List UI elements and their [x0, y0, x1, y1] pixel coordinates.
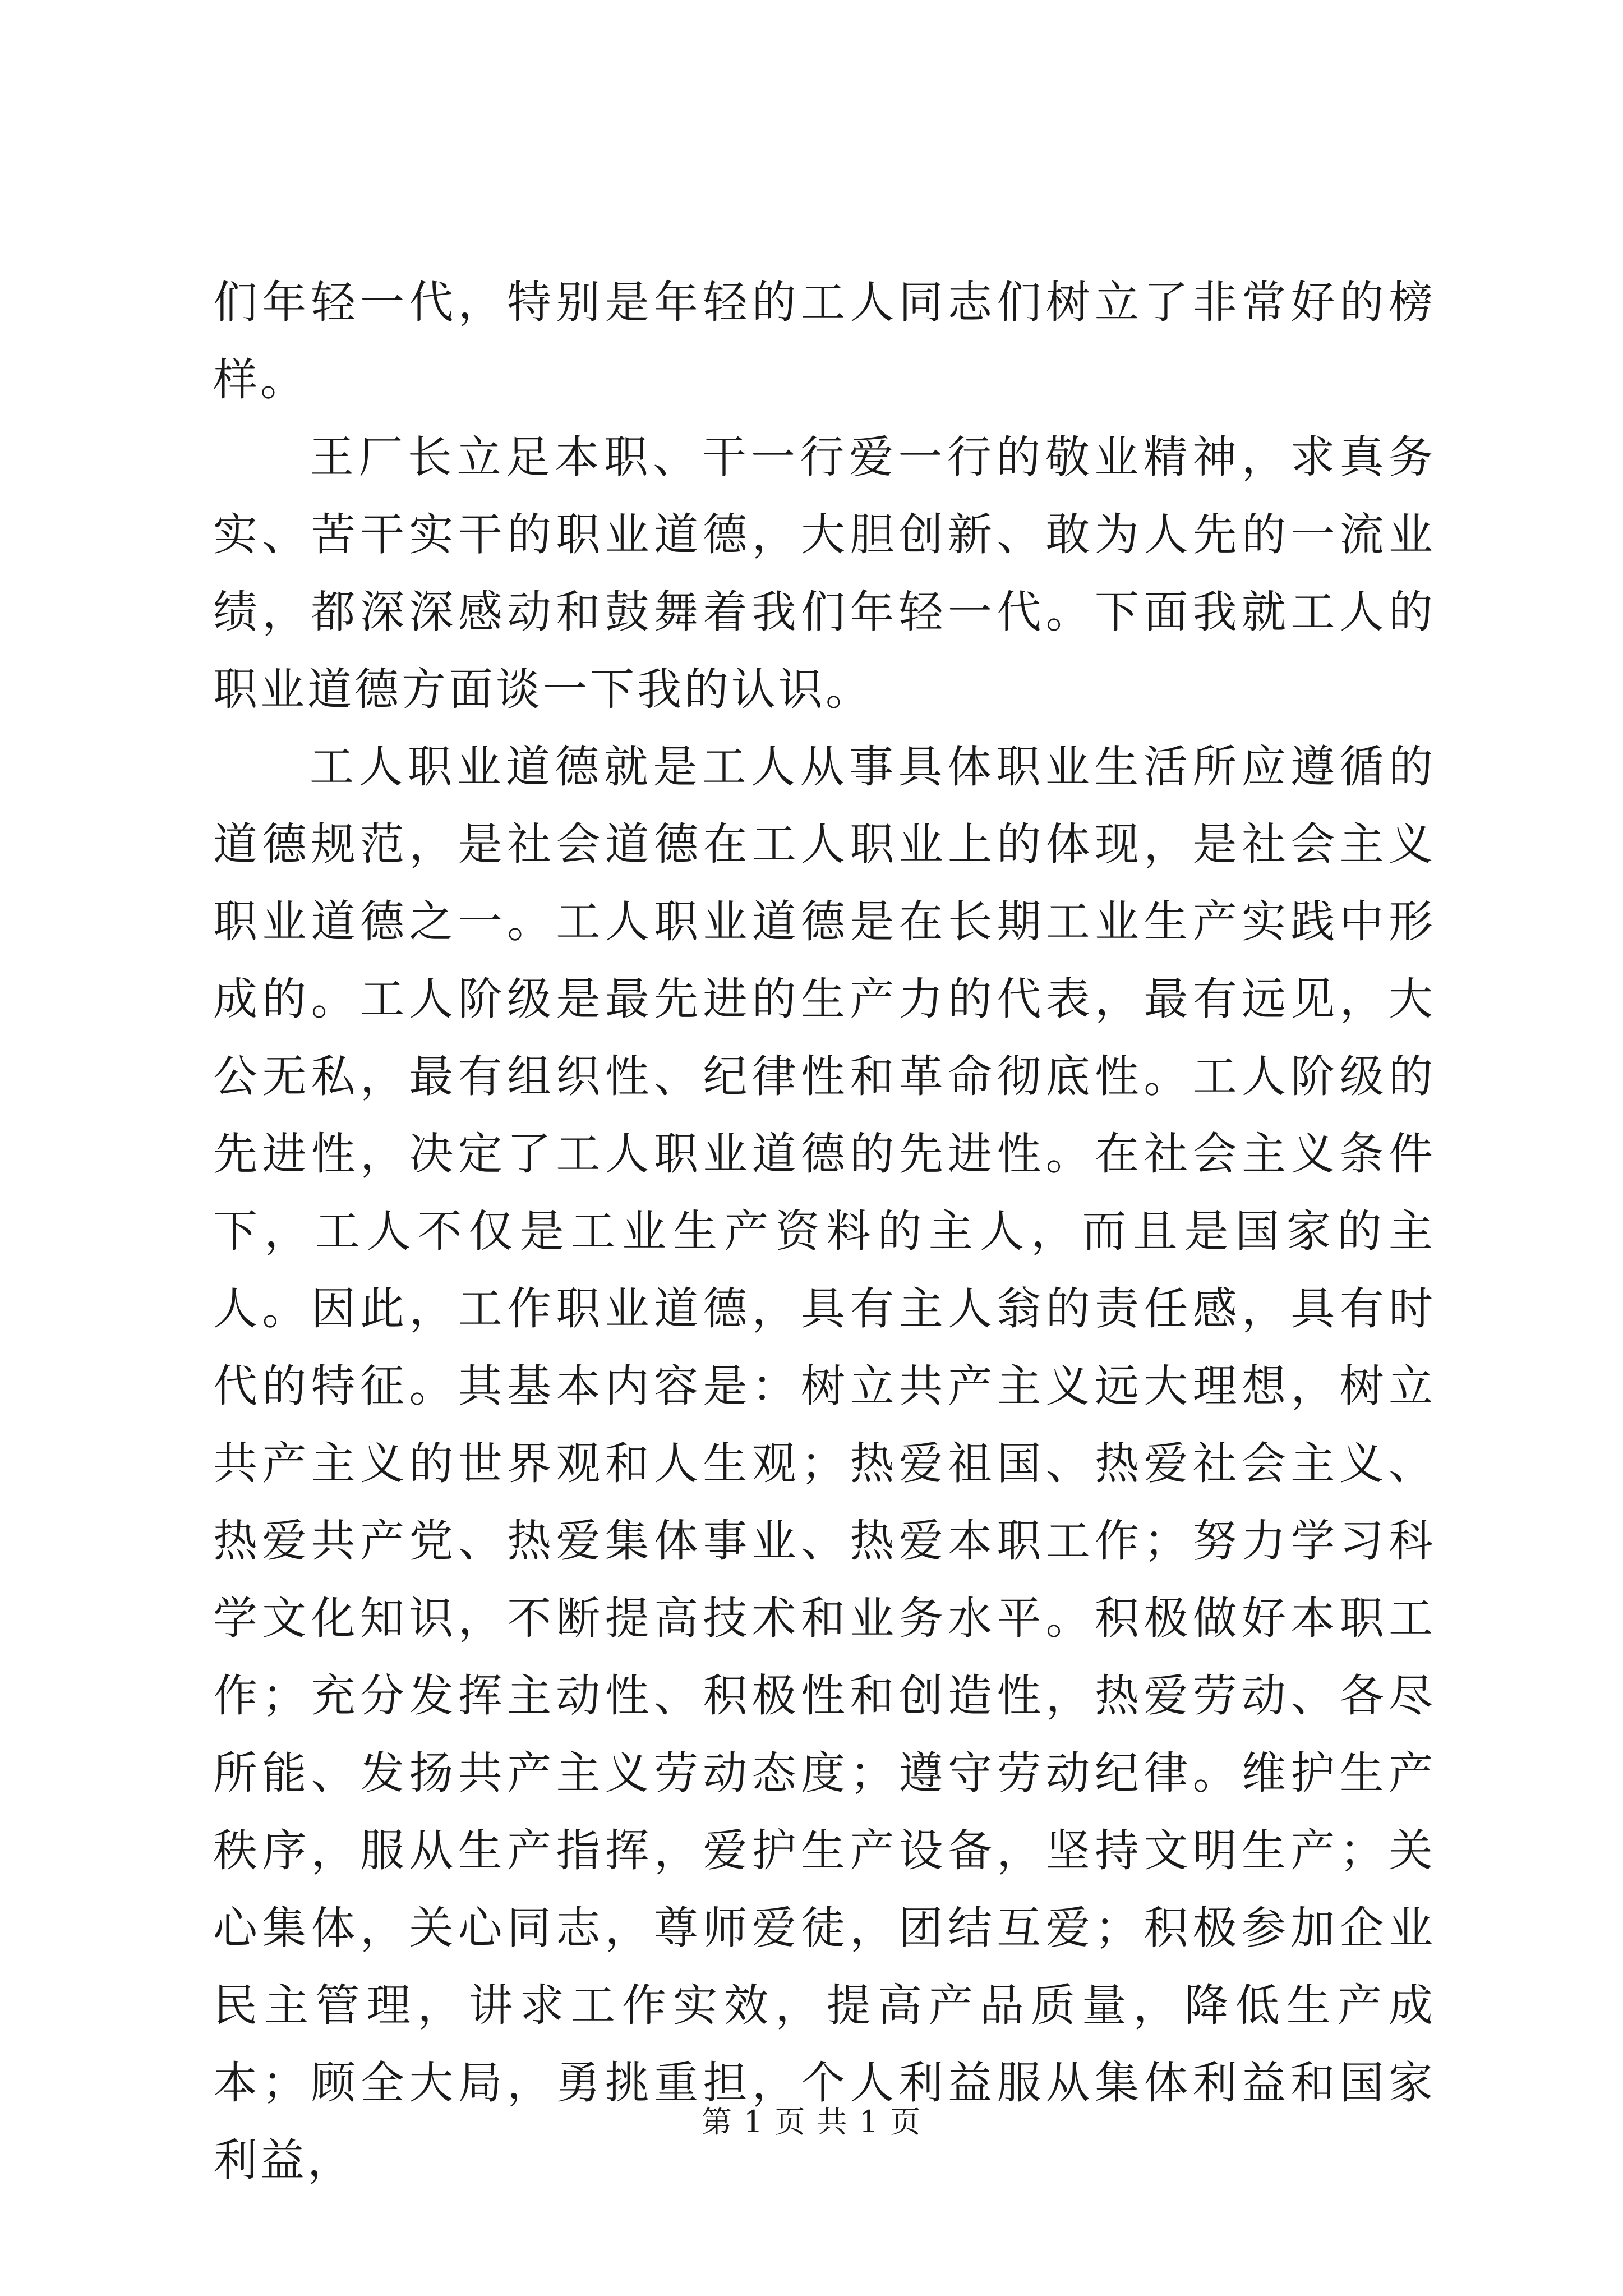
paragraph-3: 工人职业道德就是工人从事具体职业生活所应遵循的道德规范，是社会道德在工人职业上的体现，是社会主义职业道德之一。工人职业道德是在长期工业生产实践中形成的。工人阶级是最先进的生产力的代表，最有远见，大公无私，最有组织性、纪律性和革命彻底性。工人阶级的先进性，决定了工人职业道德的先进性。在社会主义条件下，工人不仅是工业生产资料的主人，而且是国家的主人。因此，工作职业道德，具有主人翁的责任感，具有时代的特征。其基本内容是：树立共产主义远大理想，树立共产主义的世界观和人生观；热爱祖国、热爱社会主义、热爱共产党、热爱集体事业、热爱本职工作；努力学习科学文化知识，不断提高技术和业务水平。积极做好本职工作；充分发挥主动性、积极性和创造性，热爱劳动、各尽所能、发扬共产主义劳动态度；遵守劳动纪律。维护生产秩序，服从生产指挥，爱护生产设备，坚持文明生产；关心集体，关心同志，尊师爱徒，团结互爱；积极参加企业民主管理，讲求工作实效，提高产品质量，降低生产成本；顾全大局，勇挑重担，个人利益服从集体利益和国家利益， — [213, 741, 1436, 2186]
paragraph-2: 王厂长立足本职、干一行爱一行的敬业精神，求真务实、苦干实干的职业道德，大胆创新、敢为人先的一流业绩，都深深感动和鼓舞着我们年轻一代。下面我就工人的职业道德方面谈一下我的认识。 — [213, 431, 1436, 715]
paragraph-1: 们年轻一代，特别是年轻的工人同志们树立了非常好的榜样。 — [213, 277, 1436, 406]
document-body — [213, 264, 1436, 2199]
page-footer: 第 1 页 共 1 页 — [701, 2104, 922, 2139]
